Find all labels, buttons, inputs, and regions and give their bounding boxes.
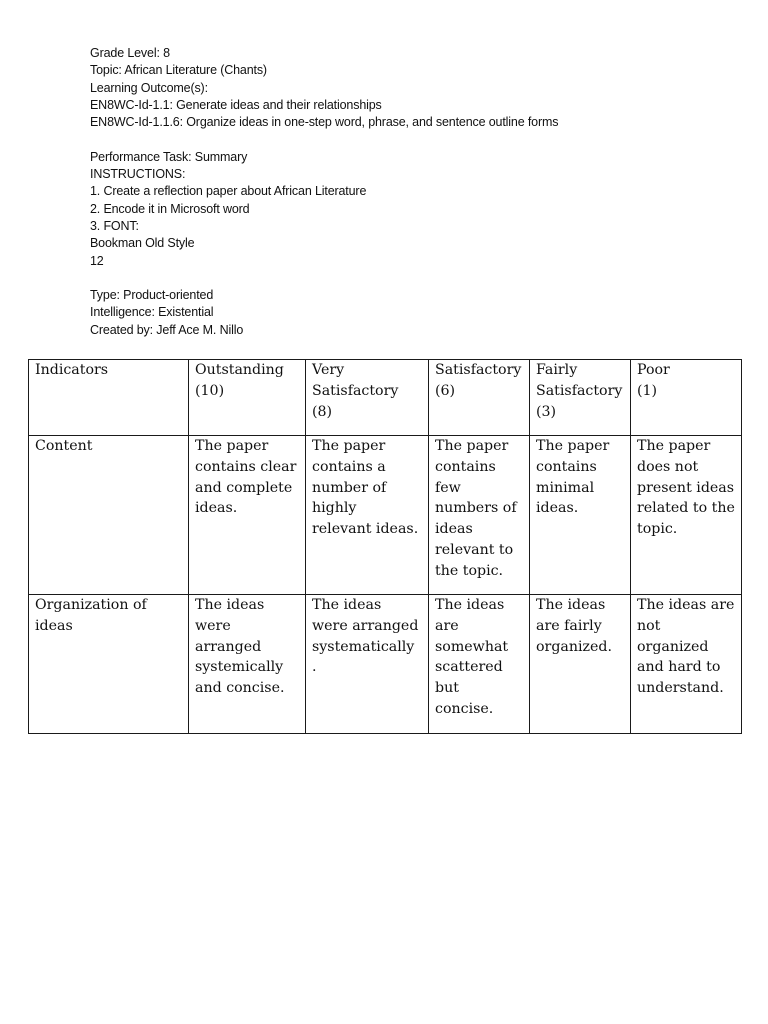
rubric-row-organization xyxy=(29,595,742,734)
created-by: Created by: Jeff Ace M. Nillo xyxy=(90,322,244,337)
learning-outcome-2: EN8WC-Id-1.1.6: Organize ideas in one-step word, phrase, and sentence outline forms xyxy=(90,115,559,130)
performance-task: Performance Task: Summary xyxy=(90,149,248,164)
table-cell: The ideas were arranged systematically . xyxy=(306,595,429,734)
table-cell: The ideas are not organized and hard to understand. xyxy=(631,595,742,734)
table-cell: The paper contains minimal ideas. xyxy=(530,436,631,595)
intelligence: Intelligence: Existential xyxy=(90,305,214,320)
spacer xyxy=(90,131,730,148)
instruction-3: 3. FONT: xyxy=(90,218,139,233)
font-name: Bookman Old Style xyxy=(90,236,195,251)
font-size: 12 xyxy=(90,253,104,268)
instructions-label: INSTRUCTIONS: xyxy=(90,167,186,182)
document-header xyxy=(90,45,730,339)
table-cell: Content xyxy=(29,436,189,595)
learning-outcome-1: EN8WC-Id-1.1: Generate ideas and their relationships xyxy=(90,97,382,112)
task-type: Type: Product-oriented xyxy=(90,288,214,303)
rubric-table xyxy=(28,359,742,734)
table-cell: The ideas are somewhat scattered but concise. xyxy=(429,595,530,734)
topic: Topic: African Literature (Chants) xyxy=(90,63,267,78)
header-cell-fairly-satisfactory: Fairly Satisfactory (3) xyxy=(530,360,631,436)
table-cell: The ideas are fairly organized. xyxy=(530,595,631,734)
table-cell: The ideas were arranged systemically and concise. xyxy=(189,595,306,734)
table-cell: The paper contains clear and complete ideas. xyxy=(189,436,306,595)
header-cell-indicators: Indicators xyxy=(29,360,189,436)
instruction-2: 2. Encode it in Microsoft word xyxy=(90,201,250,216)
rubric-row-content xyxy=(29,436,742,595)
learning-outcomes-label: Learning Outcome(s): xyxy=(90,80,208,95)
header-cell-outstanding: Outstanding (10) xyxy=(189,360,306,436)
instruction-1: 1. Create a reflection paper about African Literature xyxy=(90,184,367,199)
grade-level: Grade Level: 8 xyxy=(90,46,170,60)
header-cell-satisfactory: Satisfactory (6) xyxy=(429,360,530,436)
table-cell: The paper contains a number of highly relevant ideas. xyxy=(306,436,429,595)
table-cell: Organization of ideas xyxy=(29,595,189,734)
table-cell: The paper does not present ideas related to the topic. xyxy=(631,436,742,595)
spacer xyxy=(90,270,730,287)
table-cell: The paper contains few numbers of ideas relevant to the topic. xyxy=(429,436,530,595)
rubric-header-row xyxy=(29,360,742,436)
header-cell-poor: Poor (1) xyxy=(631,360,742,436)
header-cell-very-satisfactory: Very Satisfactory (8) xyxy=(306,360,429,436)
